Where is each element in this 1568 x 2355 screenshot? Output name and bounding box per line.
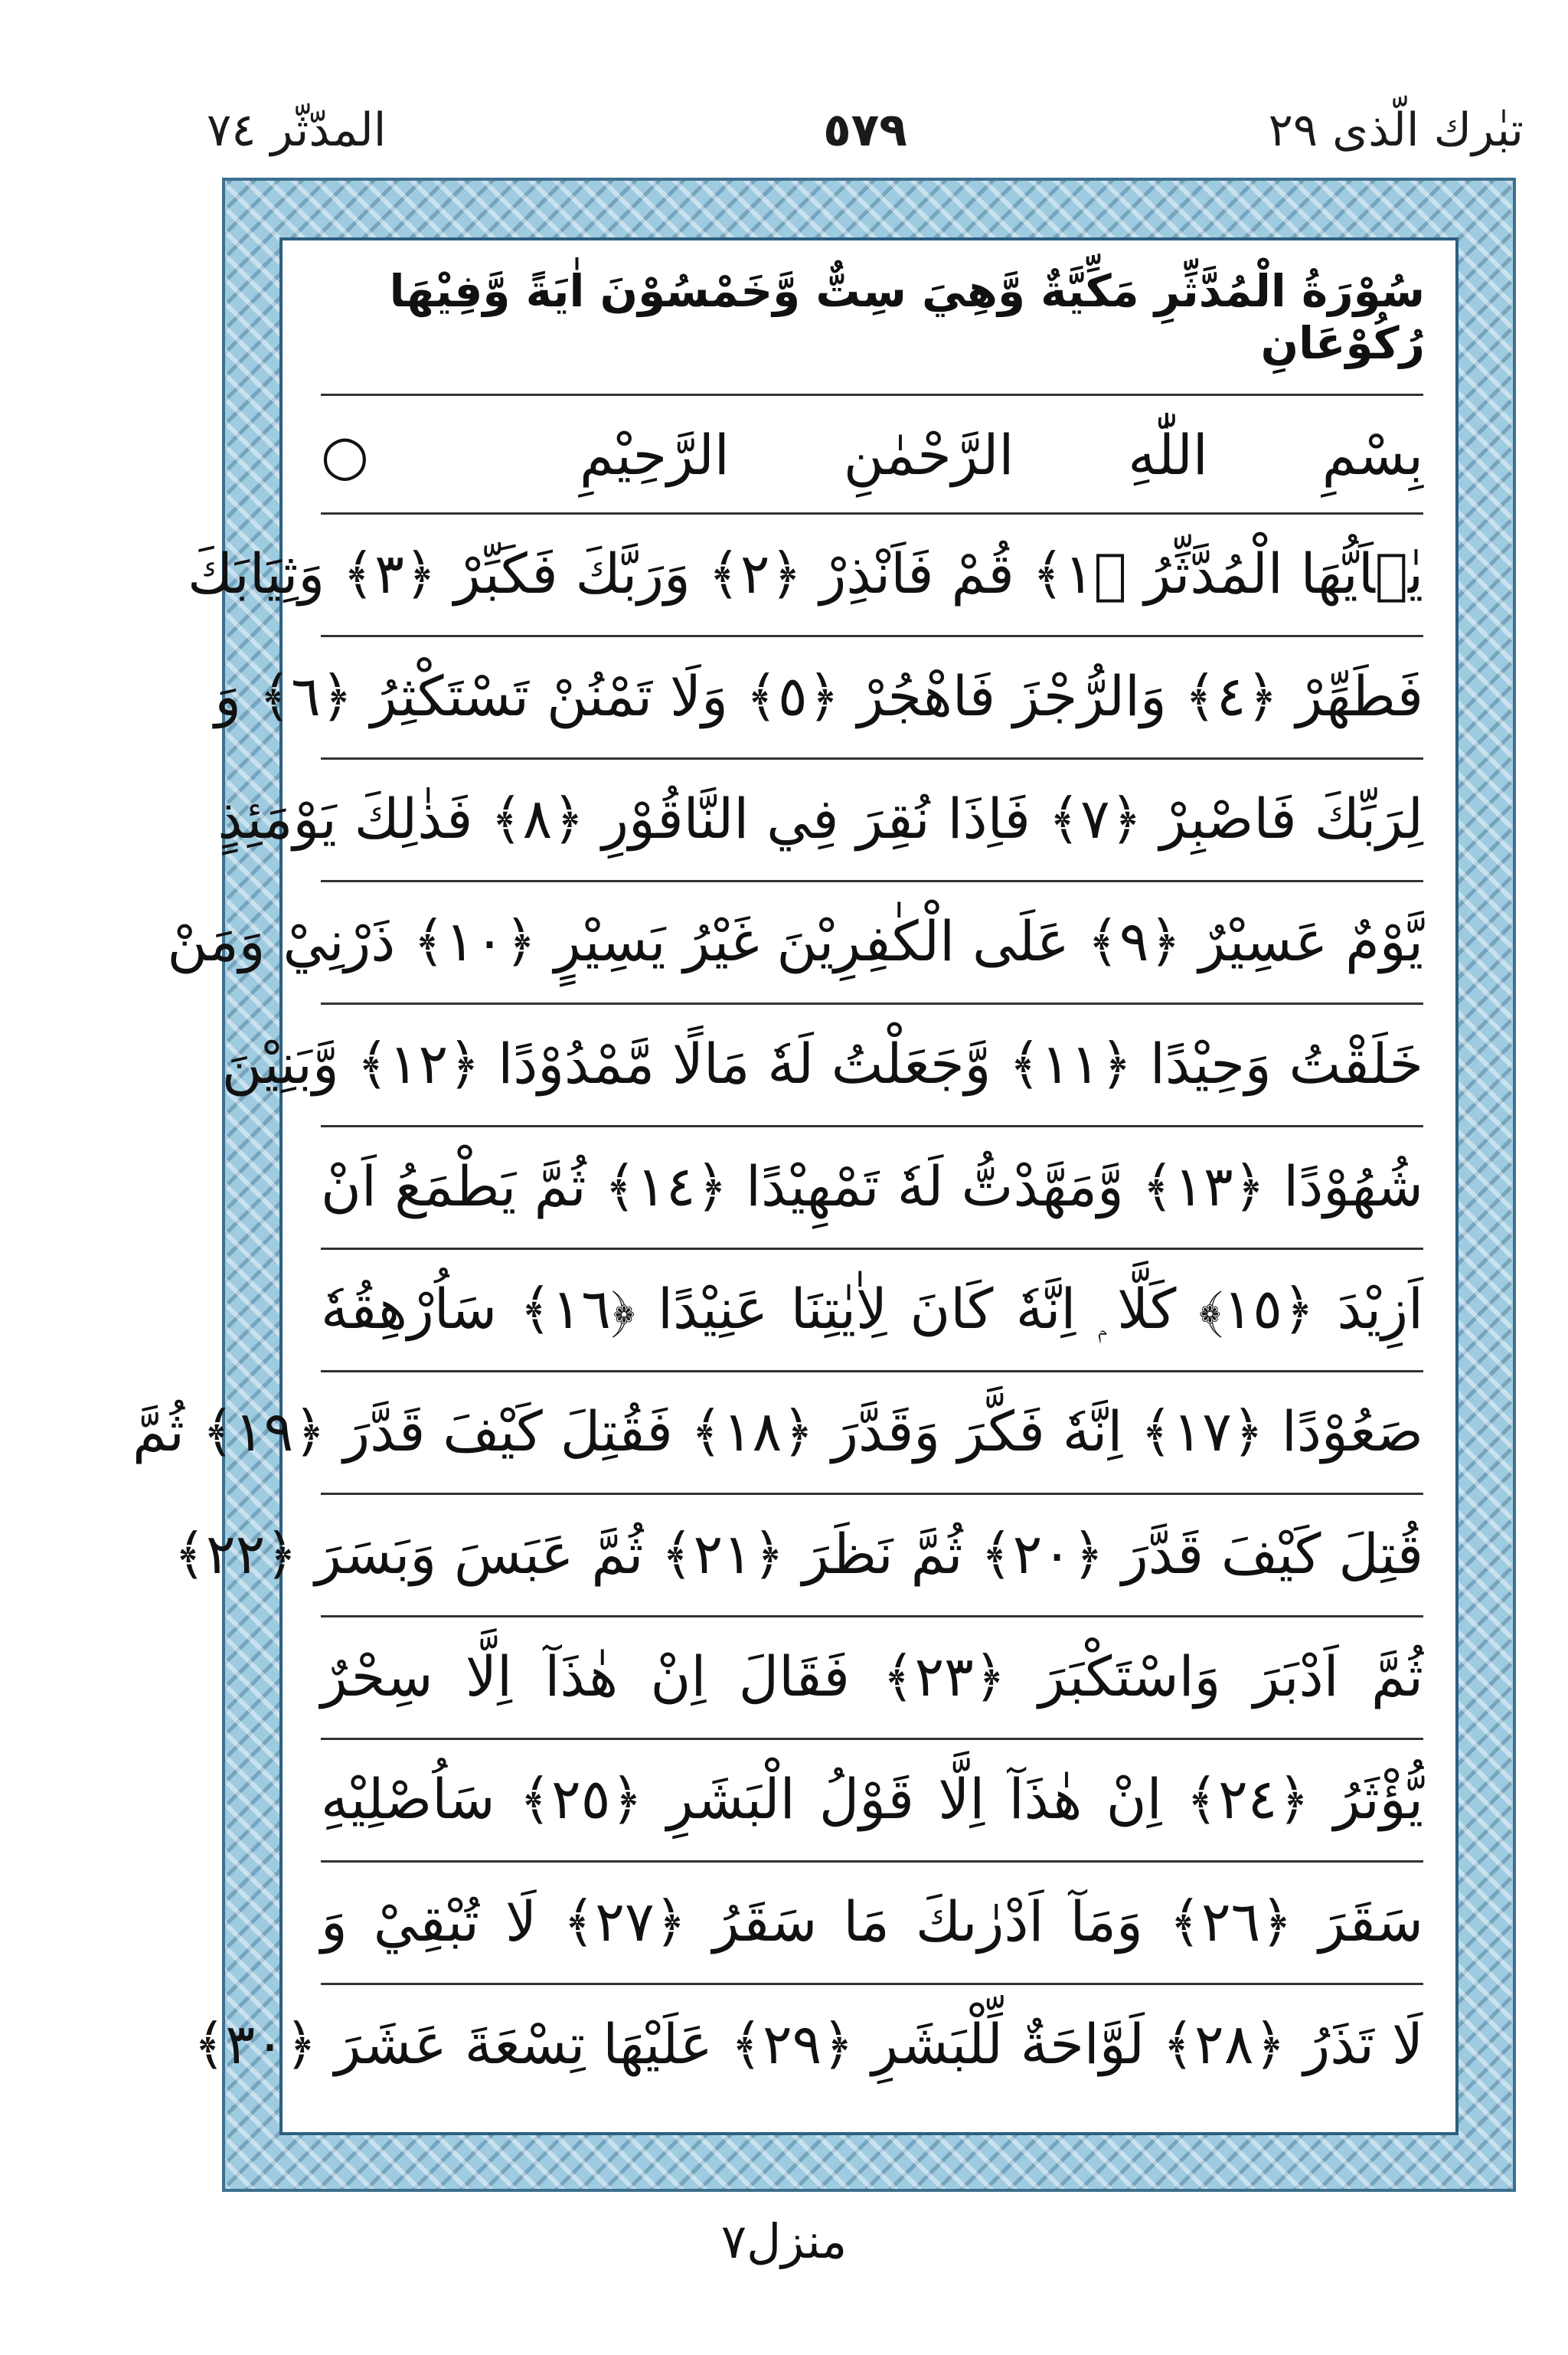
verse-line-12: سَقَرَ ﴿٢٦﴾ وَمَآ اَدْرٰىكَ مَا سَقَرُ ﴿٢٧﴾ لَا تُبْقِيْ وَ xyxy=(321,1889,1423,1954)
line-rule xyxy=(321,880,1423,882)
verse-line-2: فَطَهِّرْ ﴿٤﴾ وَالرُّجْزَ فَاهْجُرْ ﴿٥﴾ وَلَا تَمْنُنْ تَسْتَكْثِرُ ﴿٦﴾ وَ xyxy=(214,664,1423,728)
verse-line-6: شُهُوْدًا ﴿١٣﴾ وَّمَهَّدْتُّ لَهٗ تَمْهِيْدًا ﴿١٤﴾ ثُمَّ يَطْمَعُ اَنْ xyxy=(321,1154,1423,1218)
line-rule xyxy=(321,1248,1423,1250)
surah-name: المدّثّر ٧٤ xyxy=(207,103,387,157)
verse-line-10: ثُمَّ اَدْبَرَ وَاسْتَكْبَرَ ﴿٢٣﴾ فَقَالَ اِنْ هٰذَآ اِلَّا سِحْرٌ xyxy=(321,1644,1423,1709)
line-rule xyxy=(321,1983,1423,1985)
bismillah-line: بِسْمِ اللّٰهِ الرَّحْمٰنِ الرَّحِيْمِ ○ xyxy=(321,423,1423,487)
verse-line-11: يُّؤْثَرُ ﴿٢٤﴾ اِنْ هٰذَآ اِلَّا قَوْلُ الْبَشَرِ ﴿٢٥﴾ سَاُصْلِيْهِ xyxy=(321,1767,1423,1831)
verse-line-13: لَا تَذَرُ ﴿٢٨﴾ لَوَّاحَةٌ لِّلْبَشَرِ ﴿٢٩﴾ عَلَيْهَا تِسْعَةَ عَشَرَ ﴿٣٠﴾ xyxy=(193,2012,1423,2076)
line-rule xyxy=(321,1370,1423,1372)
verse-line-1: يٰۤاَيُّهَا الْمُدَّثِّرُ ﴿١﴾ قُمْ فَاَنْذِرْ ﴿٢﴾ وَرَبَّكَ فَكَبِّرْ ﴿٣﴾ وَثِيَابَكَ xyxy=(188,541,1423,606)
line-rule xyxy=(321,757,1423,760)
page-header xyxy=(207,92,1524,176)
surah-title: سُوْرَةُ الْمُدَّثِّرِ مَكِّيَّةٌ وَّهِيَ سِتٌّ وَّخَمْسُوْنَ اٰيَةً وَّفِيْهَا رُكُوْعَانِ xyxy=(389,265,1425,369)
text-frame xyxy=(132,237,1459,2135)
juz-name: تبٰرك الّذى ٢٩ xyxy=(1268,103,1524,157)
verse-line-9: قُتِلَ كَيْفَ قَدَّرَ ﴿٢٠﴾ ثُمَّ نَظَرَ ﴿٢١﴾ ثُمَّ عَبَسَ وَبَسَرَ ﴿٢٢﴾ xyxy=(173,1522,1423,1586)
verse-line-5: خَلَقْتُ وَحِيْدًا ﴿١١﴾ وَّجَعَلْتُ لَهٗ مَالًا مَّمْدُوْدًا ﴿١٢﴾ وَّبَنِيْنَ xyxy=(221,1032,1423,1096)
line-rule xyxy=(321,1003,1423,1005)
manzil-marker: منزل٧ xyxy=(720,2213,848,2269)
surah-title-cartouche xyxy=(283,240,1455,394)
page-number: ٥٧٩ xyxy=(823,103,907,157)
line-rule xyxy=(321,1615,1423,1617)
verse-line-3: لِرَبِّكَ فَاصْبِرْ ﴿٧﴾ فَاِذَا نُقِرَ فِي النَّاقُوْرِ ﴿٨﴾ فَذٰلِكَ يَوْمَئِذٍ xyxy=(217,787,1423,851)
line-rule xyxy=(321,394,1423,396)
line-rule xyxy=(321,1493,1423,1495)
line-rule xyxy=(321,512,1423,515)
verse-line-4: يَّوْمٌ عَسِيْرٌ ﴿٩﴾ عَلَى الْكٰفِرِيْنَ غَيْرُ يَسِيْرٍ ﴿١٠﴾ ذَرْنِيْ وَمَنْ xyxy=(167,909,1423,973)
line-rule xyxy=(321,635,1423,637)
verse-line-8: صَعُوْدًا ﴿١٧﴾ اِنَّهٗ فَكَّرَ وَقَدَّرَ ﴿١٨﴾ فَقُتِلَ كَيْفَ قَدَّرَ ﴿١٩﴾ ثُمَّ xyxy=(132,1399,1423,1464)
line-rule xyxy=(321,1860,1423,1863)
verse-line-7: اَزِيْدَ ﴿١٥﴾ كَلَّا ۭ اِنَّهٗ كَانَ لِاٰيٰتِنَا عَنِيْدًا ﴿١٦﴾ سَاُرْهِقُهٗ xyxy=(321,1277,1423,1341)
line-rule xyxy=(321,1125,1423,1127)
line-rule xyxy=(321,1738,1423,1740)
